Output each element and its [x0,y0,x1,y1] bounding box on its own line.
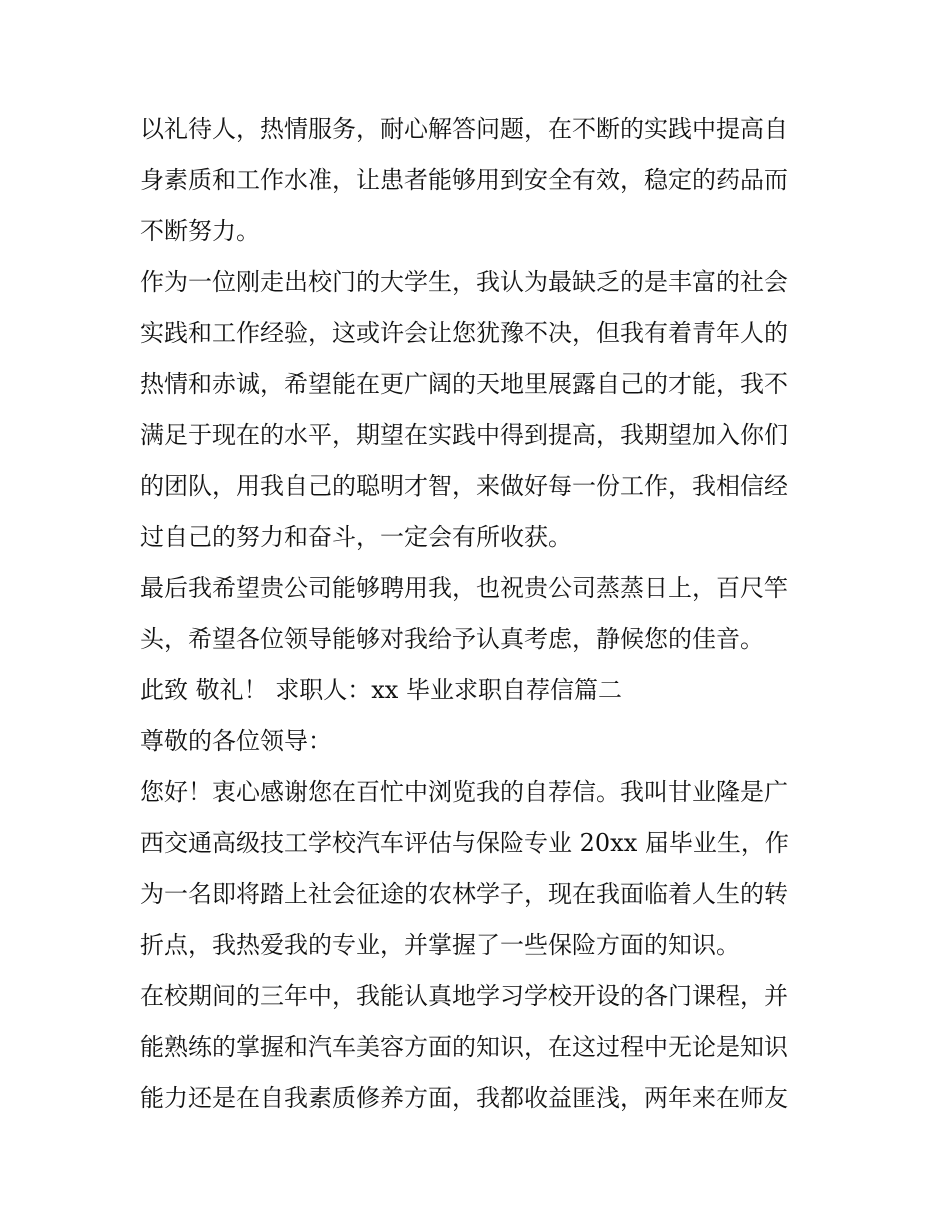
text-line: 能力还是在自我素质修养方面，我都收益匪浅，两年来在师友 [140,1084,788,1112]
text-line: 您好！衷心感谢您在百忙中浏览我的自荐信。我叫甘业隆是广 [140,778,788,806]
paragraph-service [140,104,820,257]
text-line: 此致 敬礼！ 求职人：xx 毕业求职自荐信篇二 [140,676,622,704]
paragraph-graduate [140,257,820,563]
document-body [140,104,820,1124]
text-line: 热情和赤诚，希望能在更广阔的天地里展露自己的才能，我不 [140,370,788,398]
paragraph-introduction [140,767,820,971]
text-line: 最后我希望贵公司能够聘用我，也祝贵公司蒸蒸日上，百尺竿 [140,574,788,602]
text-line: 为一名即将踏上社会征途的农林学子，现在我面临着人生的转 [140,880,788,908]
paragraph-closing-hope [140,563,820,665]
text-line: 能熟练的掌握和汽车美容方面的知识，在这过程中无论是知识 [140,1033,788,1061]
text-line: 西交通高级技工学校汽车评估与保险专业 20xx 届毕业生，作 [140,829,789,857]
text-line: 折点，我热爱我的专业，并掌握了一些保险方面的知识。 [140,931,740,959]
text-line: 作为一位刚走出校门的大学生，我认为最缺乏的是丰富的社会 [140,268,788,296]
text-line: 头，希望各位领导能够对我给予认真考虑，静候您的佳音。 [140,625,764,653]
paragraph-salutation-title [140,665,820,716]
text-line: 尊敬的各位领导： [140,727,332,755]
text-line: 的团队，用我自己的聪明才智，来做好每一份工作，我相信经 [140,472,788,500]
text-line: 过自己的努力和奋斗，一定会有所收获。 [140,523,572,551]
text-line: 身素质和工作水准，让患者能够用到安全有效，稳定的药品而 [140,166,788,194]
paragraph-school-years [140,971,820,1124]
text-line: 在校期间的三年中，我能认真地学习学校开设的各门课程，并 [140,982,788,1010]
text-line: 满足于现在的水平，期望在实践中得到提高，我期望加入你们 [140,421,788,449]
text-line: 以礼待人，热情服务，耐心解答问题，在不断的实践中提高自 [140,115,788,143]
paragraph-greeting [140,716,820,767]
text-line: 不断努力。 [140,217,260,245]
text-line: 实践和工作经验，这或许会让您犹豫不决，但我有着青年人的 [140,319,788,347]
